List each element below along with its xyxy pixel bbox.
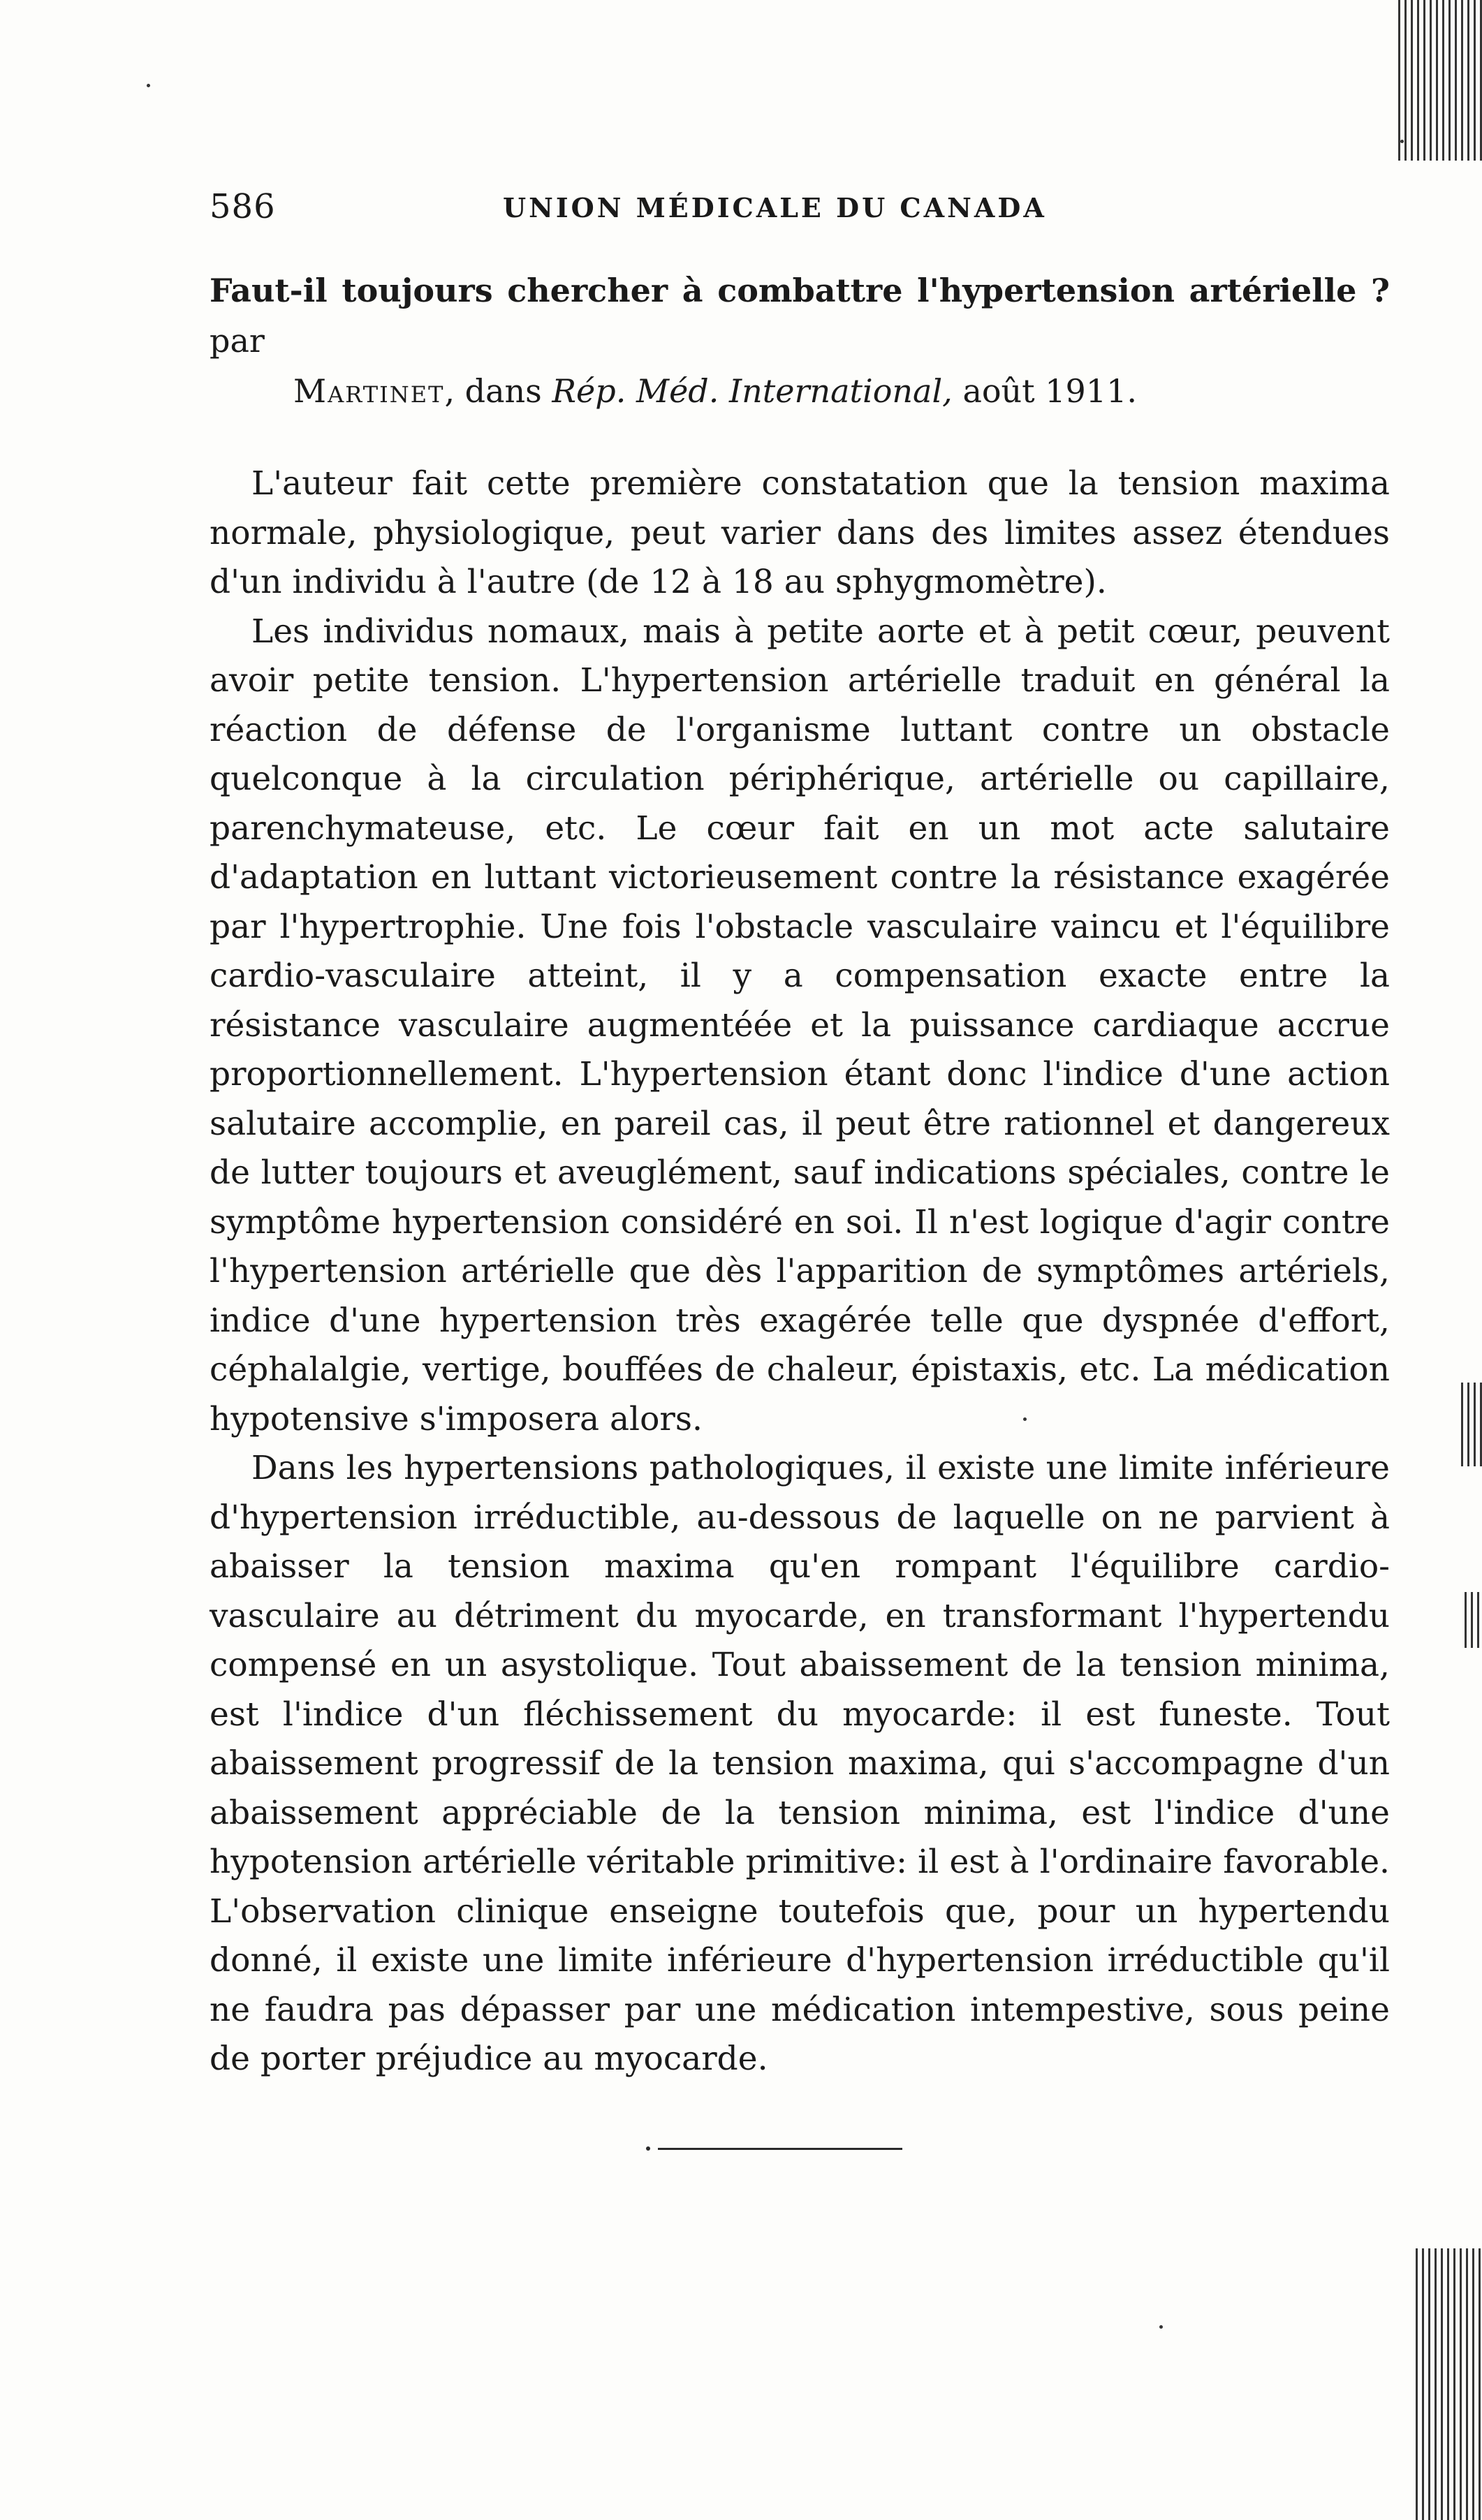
scan-speck (1023, 1417, 1027, 1421)
article-date: août 1911. (962, 372, 1137, 410)
end-rule (658, 2148, 902, 2150)
page-number: 586 (210, 187, 276, 226)
article-citation (210, 366, 1390, 416)
article-title-block (210, 265, 1390, 416)
paragraph: Les individus nomaux, mais à petite aorte et à petit cœur, peuvent avoir petite tension. L'hypertension artérielle traduit en général la réaction de défense de l'organisme luttant contre un obstacle quelconque à la circulation périphérique, artérielle ou capillaire, parenchymateuse, etc. Le cœur fait en un mot acte salutaire d'adaptation en luttant victorieusement contre la résistance exagérée par l'hypertrophie. Une fois l'obstacle vasculaire vaincu et l'équilibre cardio-vasculaire atteint, il y a compensation exacte entre la résistance vasculaire augmentéée et la puissance cardiaque accrue proportionnellement. L'hypertension étant donc l'indice d'une action salutaire accomplie, en pareil cas, il peut être rationnel et dangereux de lutter toujours et aveuglément, sauf indications spéciales, contre le symptôme hypertension considéré en soi. Il n'est logique d'agir contre l'hypertension artérielle que dès l'apparition de symptômes artériels, indice d'une hypertension très exagérée telle que dyspnée d'effort, céphalalgie, vertige, bouffées de chaleur, épistaxis, etc. La médication hypotensive s'imposera alors. (210, 612, 1390, 1438)
paragraph: Dans les hypertensions pathologiques, il existe une limite inférieure d'hypertension irréductible, au-dessous de laquelle on ne parvient à abaisser la tension maxima qu'en rompant l'équilibre cardio-vasculaire au détriment du myocarde, en transformant l'hypertendu compensé en un asystolique. Tout abaissement de la tension minima, est l'indice d'un fléchissement du myocarde: il est funeste. Tout abaissement progressif de la tension maxima, qui s'accompagne d'un abaissement appréciable de la tension minima, est l'indice d'une hypotension artérielle véritable primitive: il est à l'ordinaire favorable. L'observation clinique enseigne toutefois que, pour un hypertendu donné, il existe une limite inférieure d'hypertension irréductible qu'il ne faudra pas dépasser par une médication intempestive, sous peine de porter préjudice au myocarde. (210, 1449, 1390, 2078)
article-author: Martinet (293, 372, 445, 410)
binding-edge (1391, 0, 1482, 2520)
article-body (210, 459, 1390, 2084)
scan-speck (147, 84, 150, 87)
article-by: par (210, 322, 265, 360)
article-in: , dans (444, 372, 542, 410)
running-title: UNION MÉDICALE DU CANADA (503, 192, 1047, 223)
scan-speck (1400, 140, 1404, 143)
separator-dot (646, 2146, 650, 2151)
scan-speck (1159, 2325, 1163, 2329)
article (210, 265, 1390, 2084)
paragraph: L'auteur fait cette première constatation que la tension maxima normale, physiologique, peut varier dans des limites assez étendues d'un individu à l'autre (de 12 à 18 au sphygmomètre). (210, 464, 1390, 601)
article-title: Faut-il toujours chercher à combattre l'hypertension artérielle ? (210, 272, 1390, 309)
article-journal: Rép. Méd. International, (552, 372, 953, 410)
